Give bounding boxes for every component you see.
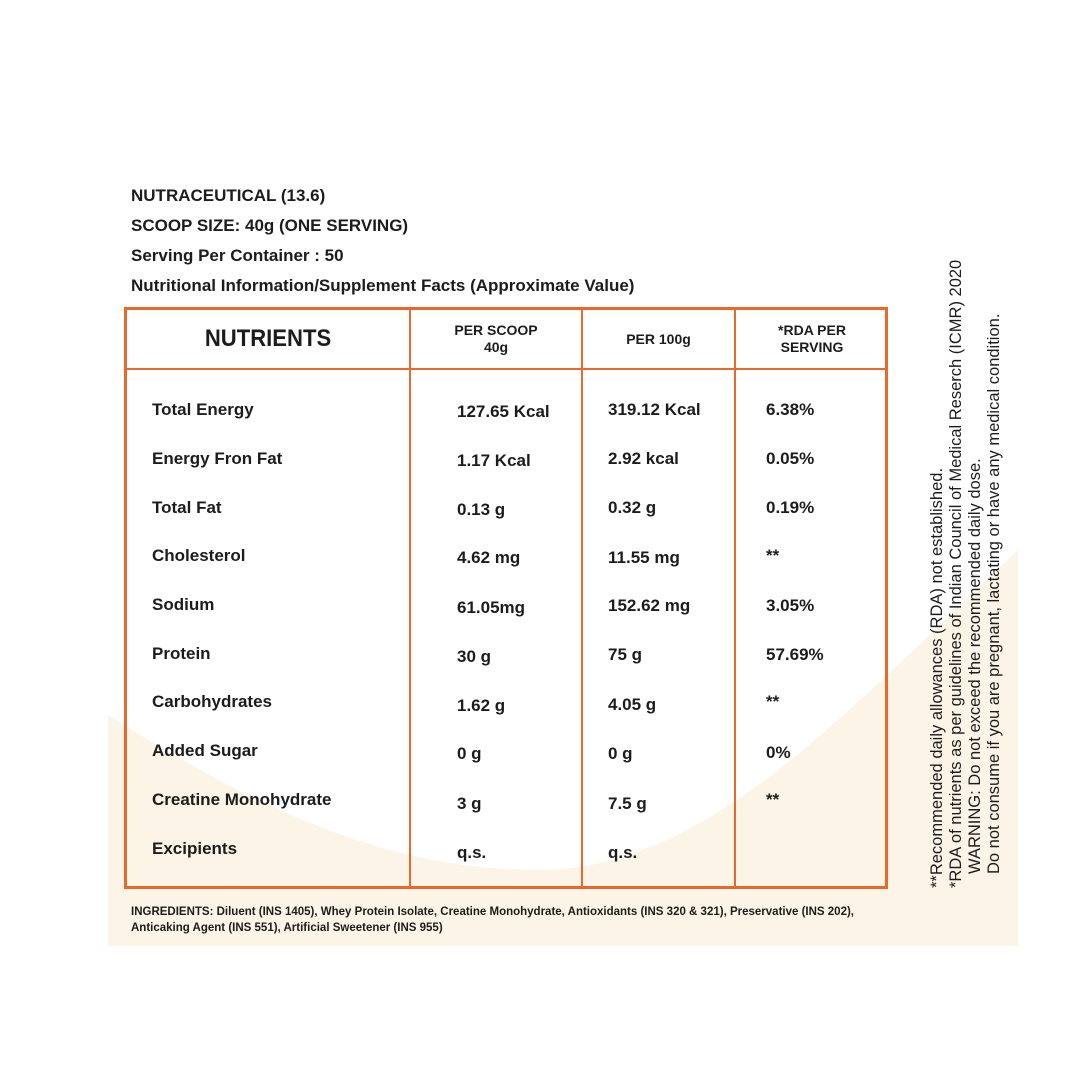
rda-value: ** [766, 692, 780, 711]
note-warning: WARNING: Do not exceed the recommended daily dose. [966, 458, 984, 874]
per-scoop-value: 0 g [457, 744, 482, 763]
ingredients-line: INGREDIENTS: Diluent (INS 1405), Whey Protein Isolate, Creatine Monohydrate, Antioxidants (INS 320 & 321), Preservative (INS 202), [131, 906, 854, 918]
nutrient-name: Sodium [152, 595, 215, 614]
header-per-scoop: PER SCOOP 40g [454, 322, 538, 355]
scoop-size: SCOOP SIZE: 40g (ONE SERVING) [131, 216, 409, 235]
nutrient-name: Added Sugar [152, 741, 258, 760]
nutrient-name: Carbohydrates [152, 692, 272, 711]
per-100g-value: q.s. [608, 843, 638, 862]
rda-value: 6.38% [766, 400, 815, 419]
per-100g-value: 11.55 mg [608, 548, 680, 567]
column-divider [581, 310, 583, 886]
per-100g-value: 2.92 kcal [608, 449, 679, 468]
ingredients-text [131, 904, 931, 936]
per-100g-value: 7.5 g [608, 794, 647, 813]
note-pregnancy: Do not consume if you are pregnant, lactating or have any medical condition. [985, 313, 1003, 874]
per-100g-value: 4.05 g [608, 695, 657, 714]
nutrient-name: Creatine Monohydrate [152, 790, 332, 809]
rda-value: 3.05% [766, 596, 815, 615]
per-100g-value: 152.62 mg [608, 596, 691, 615]
nutrition-table [124, 307, 888, 889]
nutrient-name: Total Energy [152, 400, 254, 419]
nutrient-name: Energy Fron Fat [152, 449, 283, 468]
column-divider [409, 310, 411, 886]
note-rda-not-established: **Recommended daily allowances (RDA) not established. [928, 467, 946, 888]
rda-value: 0.05% [766, 449, 815, 468]
side-notes [928, 198, 1004, 888]
per-scoop-value: 30 g [457, 647, 492, 666]
per-scoop-value: 3 g [457, 794, 482, 813]
per-scoop-value: 61.05mg [457, 598, 526, 617]
per-scoop-value: 0.13 g [457, 500, 506, 519]
rda-value: ** [766, 790, 780, 809]
rda-value: ** [766, 546, 780, 565]
rda-value: 0% [766, 743, 791, 762]
per-100g-value: 75 g [608, 645, 643, 664]
per-scoop-value: 1.62 g [457, 696, 506, 715]
nutrient-name: Protein [152, 644, 211, 663]
product-category: NUTRACEUTICAL (13.6) [131, 186, 326, 205]
header-nutrients: NUTRIENTS [204, 324, 332, 352]
rda-value: 0.19% [766, 498, 815, 517]
rda-value: 57.69% [766, 645, 824, 664]
nutrient-name: Total Fat [152, 498, 222, 517]
per-100g-value: 0 g [608, 744, 633, 763]
per-100g-value: 0.32 g [608, 498, 657, 517]
header-divider [127, 368, 885, 370]
nutrient-name: Excipients [152, 839, 238, 858]
header-per-100g: PER 100g [626, 330, 691, 347]
column-divider [734, 310, 736, 886]
note-rda-icmr: *RDA of nutrients as per guidelines of Indian Council of Medical Reserch (ICMR) 2020 [947, 259, 965, 888]
per-100g-value: 319.12 Kcal [608, 400, 701, 419]
per-scoop-value: 127.65 Kcal [457, 402, 550, 421]
per-scoop-value: 4.62 mg [457, 548, 521, 567]
servings-per-container: Serving Per Container : 50 [131, 246, 344, 265]
per-scoop-value: 1.17 Kcal [457, 451, 531, 470]
ingredients-line: Anticaking Agent (INS 551), Artificial Sweetener (INS 955) [131, 922, 443, 934]
header-rda: *RDA PER SERVING [778, 322, 846, 355]
nutrient-name: Cholesterol [152, 546, 246, 565]
per-scoop-value: q.s. [457, 843, 487, 862]
nutrition-info-title: Nutritional Information/Supplement Facts (Approximate Value) [131, 276, 635, 295]
